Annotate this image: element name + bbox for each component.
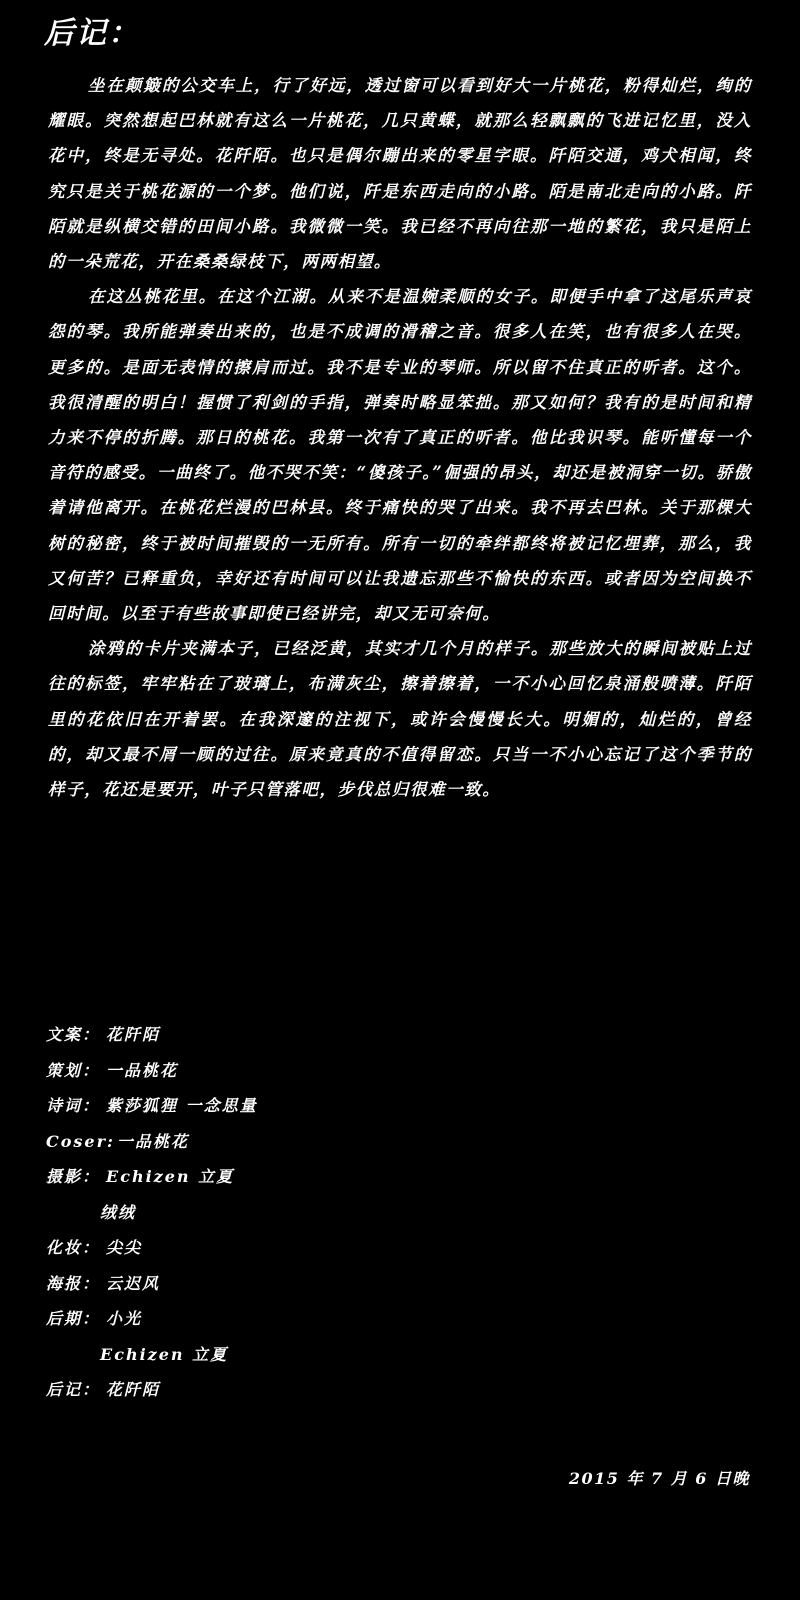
paragraph-3: 涂鸦的卡片夹满本子，已经泛黄，其实才几个月的样子。那些放大的瞬间被贴上过往的标签，牢牢粘在了玻璃上，布满灰尘，擦着擦着，一不小心回忆泉涌般喷薄。阡陌里的花依旧在开着罢。在我深邃的注视下，或许会慢慢长大。明媚的，灿烂的，曾经的，却又最不屑一顾的过往。原来竟真的不值得留恋。只当一不小心忘记了这个季节的样子，花还是要开，叶子只管落吧，步伐总归很难一致。 — [48, 639, 752, 800]
credit-row-copywriting — [46, 1017, 258, 1053]
credit-role: 后期： — [46, 1309, 101, 1328]
credit-name: 云迟风 — [106, 1273, 161, 1293]
credit-name: 尖尖 — [106, 1238, 143, 1257]
signature-date: 2015 年 7 月 6 日晚 — [568, 1469, 750, 1488]
credit-role: 化妆： — [46, 1238, 101, 1257]
credit-row-photography — [46, 1159, 258, 1195]
credit-name: 紫莎狐狸 一念思量 — [106, 1096, 258, 1115]
credit-role: 摄影： — [46, 1167, 101, 1186]
credit-role: 策划： — [46, 1060, 101, 1080]
credit-row-poster — [46, 1266, 258, 1302]
credit-row-poetry — [46, 1088, 258, 1124]
credit-name: 一品桃花 — [106, 1060, 179, 1080]
credit-name: Echizen 立夏 — [100, 1344, 229, 1364]
credit-row-photography-cont — [46, 1195, 258, 1231]
credit-row-planning — [46, 1053, 258, 1089]
page-title: 后记： — [44, 16, 140, 51]
paragraph-1: 坐在颠簸的公交车上，行了好远，透过窗可以看到好大一片桃花，粉得灿烂，绚的耀眼。突然想起巴林就有这么一片桃花，几只黄蝶，就那么轻飘飘的飞进记忆里，没入花中，终是无寻处。花阡陌。也只是偶尔蹦出来的零星字眼。阡陌交通，鸡犬相闻，终究只是关于桃花源的一个梦。他们说，阡是东西走向的小路。陌是南北走向的小路。阡陌就是纵横交错的田间小路。我微微一笑。我已经不再向往那一地的繁花，我只是陌上的一朵荒花，开在桑桑绿枝下，两两相望。 — [48, 76, 752, 272]
credit-name: 花阡陌 — [106, 1025, 161, 1044]
credit-role: 文案： — [46, 1025, 101, 1044]
credits-list — [46, 1017, 258, 1408]
credit-row-postproduction — [46, 1301, 258, 1337]
paragraph-2: 在这丛桃花里。在这个江湖。从来不是温婉柔顺的女子。即便手中拿了这尾乐声哀怨的琴。我所能弹奏出来的，也是不成调的滑稽之音。很多人在笑，也有很多人在哭。更多的。是面无表情的擦肩而过。我不是专业的琴师。所以留不住真正的听者。这个。我很清醒的明白！握惯了利剑的手指，弹奏时略显笨拙。那又如何？我有的是时间和精力来不停的折腾。那日的桃花。我第一次有了真正的听者。他比我识琴。能听懂每一个音符的感受。一曲终了。他不哭不笑：“傻孩子。”倔强的昂头，却还是被洞穿一切。骄傲着请他离开。在桃花烂漫的巴林县。终于痛快的哭了出来。我不再去巴林。关于那棵大树的秘密，终于被时间摧毁的一无所有。所有一切的牵绊都终将被记忆埋葬，那么，我又何苦？已释重负，幸好还有时间可以让我遗忘那些不愉快的东西。或者因为空间换不回时间。以至于有些故事即使已经讲完，却又无可奈何。 — [48, 287, 752, 624]
credit-role: 后记： — [46, 1380, 101, 1399]
credit-role: 诗词： — [46, 1096, 101, 1115]
credit-row-makeup — [46, 1230, 258, 1266]
credit-row-postproduction-cont — [46, 1337, 258, 1373]
credit-role: Coser: — [46, 1131, 115, 1151]
credit-role: 海报： — [46, 1273, 101, 1293]
afterword-body — [48, 68, 752, 807]
credit-row-afterword — [46, 1372, 258, 1408]
credit-name: Echizen 立夏 — [106, 1167, 235, 1186]
credit-name: 一品桃花 — [116, 1131, 189, 1151]
credit-name: 花阡陌 — [106, 1380, 161, 1399]
credit-name: 小光 — [106, 1309, 143, 1328]
credit-name: 绒绒 — [100, 1202, 137, 1222]
credit-row-coser — [46, 1124, 258, 1160]
